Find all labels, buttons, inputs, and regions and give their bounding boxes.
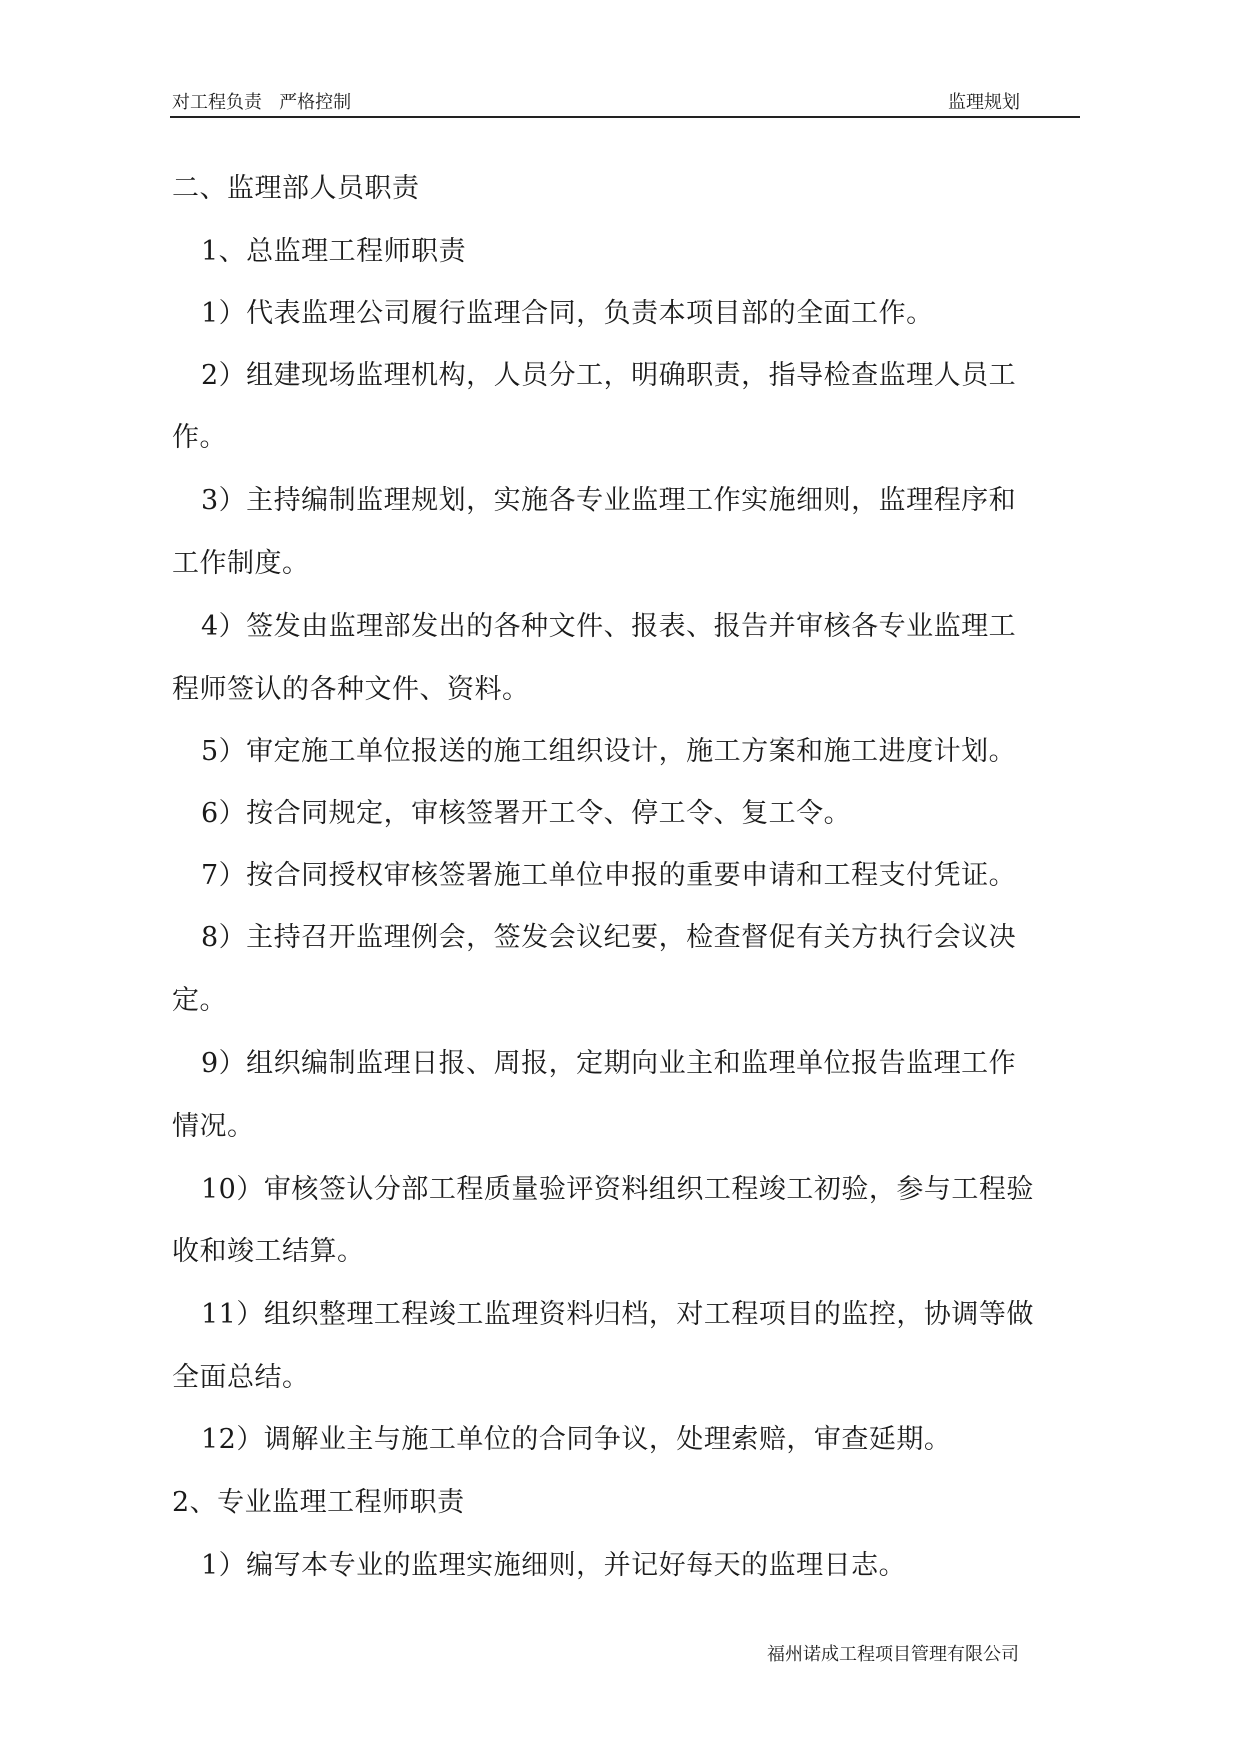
paragraph-line: 定。 (172, 985, 227, 1016)
paragraph-line: 全面总结。 (172, 1362, 310, 1393)
paragraph-line: 1）编写本专业的监理实施细则，并记好每天的监理日志。 (201, 1550, 907, 1581)
paragraph-line: 7）按合同授权审核签署施工单位申报的重要申请和工程支付凭证。 (201, 860, 1017, 891)
paragraph-line: 程师签认的各种文件、资料。 (172, 674, 530, 705)
paragraph-line: 12）调解业主与施工单位的合同争议，处理索赔，审查延期。 (201, 1424, 952, 1455)
paragraph-line: 5）审定施工单位报送的施工组织设计，施工方案和施工进度计划。 (201, 736, 1017, 767)
footer-company: 福州诺成工程项目管理有限公司 (767, 1644, 1019, 1665)
paragraph-line: 作。 (172, 422, 227, 453)
paragraph-line: 11）组织整理工程竣工监理资料归档，对工程项目的监控，协调等做 (201, 1299, 1034, 1330)
paragraph-line: 收和竣工结算。 (172, 1236, 365, 1267)
paragraph-line: 3）主持编制监理规划，实施各专业监理工作实施细则，监理程序和 (201, 485, 1017, 516)
paragraph-line: 1）代表监理公司履行监理合同，负责本项目部的全面工作。 (201, 298, 934, 329)
header-doc-title: 监理规划 (948, 92, 1020, 113)
subsection-heading: 2、专业监理工程师职责 (172, 1487, 465, 1518)
paragraph-line: 工作制度。 (172, 548, 310, 579)
paragraph-line: 8）主持召开监理例会，签发会议纪要，检查督促有关方执行会议决 (201, 922, 1017, 953)
header-motto: 对工程负责 严格控制 (172, 92, 352, 113)
paragraph-line: 10）审核签认分部工程质量验评资料组织工程竣工初验，参与工程验 (201, 1174, 1034, 1205)
page-header (170, 86, 1080, 118)
paragraph-line: 2）组建现场监理机构，人员分工，明确职责，指导检查监理人员工 (201, 360, 1017, 391)
paragraph-line: 情况。 (172, 1111, 255, 1142)
paragraph-line: 6）按合同规定，审核签署开工令、停工令、复工令。 (201, 798, 852, 829)
paragraph-line: 4）签发由监理部发出的各种文件、报表、报告并审核各专业监理工 (201, 611, 1017, 642)
paragraph-line: 9）组织编制监理日报、周报，定期向业主和监理单位报告监理工作 (201, 1048, 1017, 1079)
subsection-heading: 1、总监理工程师职责 (201, 236, 467, 267)
section-heading: 二、监理部人员职责 (172, 173, 420, 204)
